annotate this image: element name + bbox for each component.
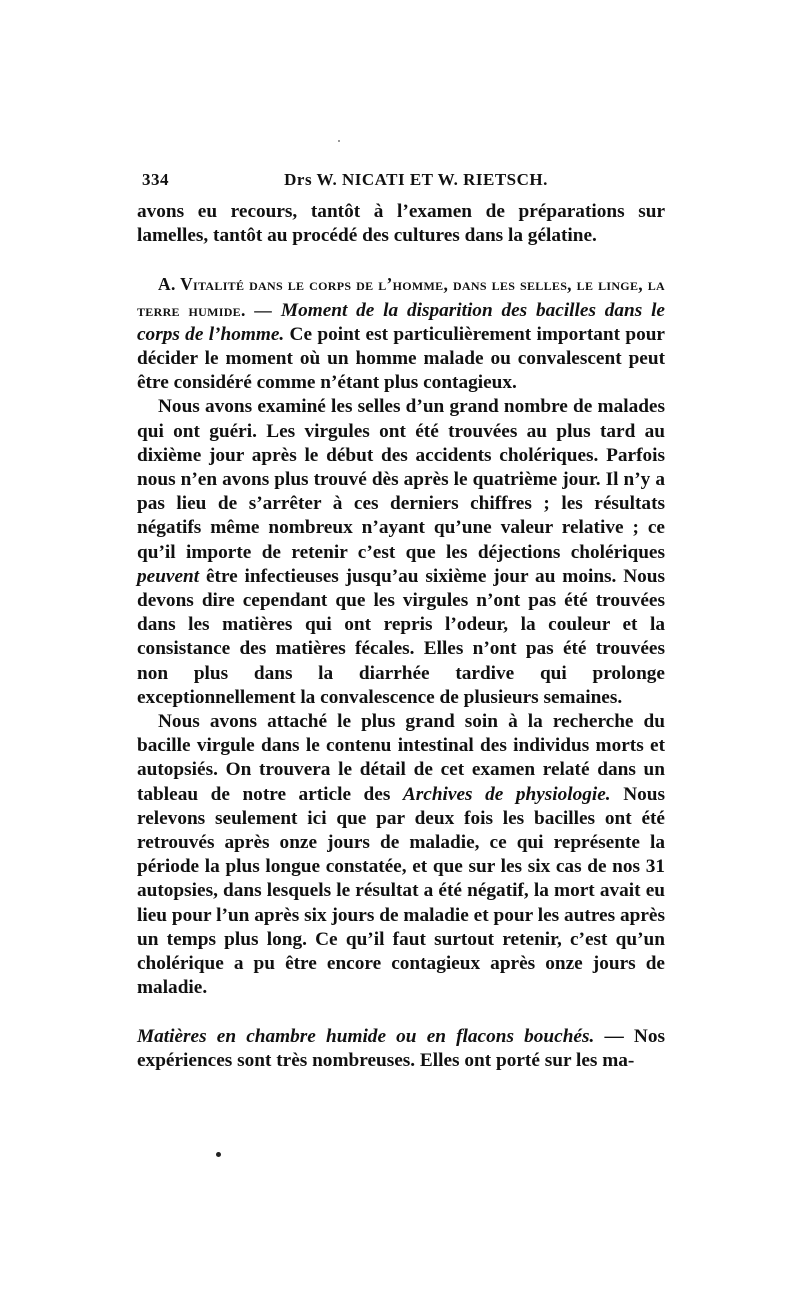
- section-gap: [137, 248, 665, 272]
- body-text: [137, 200, 665, 1073]
- subsection-paragraph: [137, 1025, 665, 1073]
- paragraph-text: Nous avons attaché le plus grand soin à la recherche du bacille virgule dans le contenu intestinal des individus morts et autopsiés. On trouvera le détail de cet examen relaté dans un tableau de notre article des: [137, 711, 665, 805]
- paragraph-text: Nous avons examiné les selles d’un grand nombre de malades qui ont guéri. Les virgules ont été trouvées au plus tard au dixième jour après le début des accidents cholériques. Parfois nous n’en avons plus trouvé dès après le quatrième jour. Il n’y a pas lieu de s’arrêter à ces derniers chiffres ; les résultats négatifs même nombreux n’ayant qu’une valeur relative ; ce qu’il importe de retenir c’est que les déjections cholériques: [137, 396, 665, 563]
- paragraph-continuation: [137, 200, 665, 248]
- emphasis: peuvent: [137, 565, 200, 587]
- section-heading: A. Vitalité dans le corps de l’homme, dans les selles, le linge, la terre humide. —: [137, 274, 665, 320]
- paragraph: [137, 710, 665, 1000]
- paragraph: [137, 395, 665, 710]
- paragraph-text: Nous relevons seulement ici que par deux fois les bacilles ont été retrouvés après onze jours de maladie, ce qui représente la période la plus longue constatée, et que sur les six cas de nos 31 autopsies, dans lesquels le résultat a été négatif, la mort avait eu lieu pour l’un après six jours de maladie et pour les autres après un temps plus long. Ce qu’il faut surtout retenir, c’est qu’un cholérique a pu être encore contagieux après onze jours de maladie.: [137, 783, 665, 999]
- section-gap: [137, 1001, 665, 1025]
- print-mark: [338, 140, 340, 142]
- paragraph-text: être infectieuses jusqu’au sixième jour au moins. Nous devons dire cependant que les virgules n’ont pas été trouvées dans les matières qui ont repris l’odeur, la couleur et la consistance des matières fécales. Elles n’ont pas été trouvées non plus dans la diarrhée tardive qui prolonge exceptionnellement la convalescence de plusieurs semaines.: [137, 565, 665, 708]
- subsection-title: Matières en chambre humide ou en flacons bouchés.: [137, 1025, 595, 1047]
- section-subtitle: Moment de la disparition des bacilles dans le corps de l’homme.: [137, 299, 665, 345]
- running-title: Drs W. NICATI ET W. RIETSCH.: [284, 170, 548, 189]
- paragraph-text: Ce point est particulièrement important pour décider le moment où un homme malade ou convalescent peut être considéré comme n’étant plus contagieux.: [137, 323, 665, 394]
- section-a-paragraph: [137, 272, 665, 395]
- ink-dot: [216, 1152, 221, 1157]
- paragraph-text: avons eu recours, tantôt à l’examen de préparations sur lamelles, tantôt au procédé des cultures dans la gélatine.: [137, 201, 665, 247]
- journal-title: Archives de physiologie.: [402, 783, 611, 805]
- page-number: 334: [142, 170, 169, 189]
- page-header: [137, 170, 665, 196]
- paragraph-text: — Nos expériences sont très nombreuses. Elles ont porté sur les ma-: [137, 1025, 665, 1071]
